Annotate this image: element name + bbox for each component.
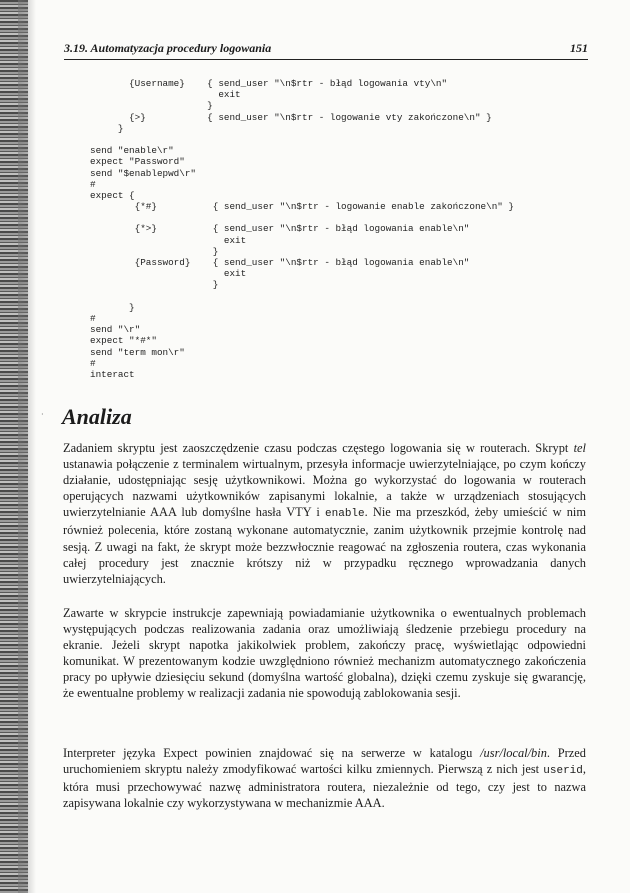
p1-text-c: . Nie ma przeszkód, żeby umieścić w nim również polecenia, które zostaną wykonane automatycznie, zanim użytkownik przejmie kontrolę nad sesją. Z uwagi na fakt, że skrypt może bezzwłocznie reagować na zgłoszenia routera, czas wykonania całej procedury jest znacznie krótszy niż w przypadku ręcznego wprowadzania danych uwierzytelniających.	[63, 505, 586, 586]
code-line	[90, 134, 514, 145]
code-line: expect "*#*"	[90, 335, 157, 347]
p1-enable: enable	[325, 508, 365, 521]
code-line: exit	[90, 89, 241, 101]
code-line: }	[90, 245, 219, 257]
code-line: {*#} { send_user "\n$rtr - logowanie enable zakończone\n" }	[90, 201, 515, 213]
header-section-title: 3.19. Automatyzacja procedury logowania	[64, 41, 272, 55]
p1-tel: tel	[573, 441, 586, 455]
code-line	[90, 291, 514, 302]
code-line: {Username} { send_user "\n$rtr - błąd logowania vty\n"	[90, 78, 448, 89]
code-line: }	[90, 301, 135, 313]
code-line: send "term mon\r"	[90, 346, 185, 358]
code-line: {>} { send_user "\n$rtr - logowanie vty zakończone\n" }	[90, 111, 492, 123]
page-number: 151	[570, 41, 588, 55]
code-line: exit	[90, 268, 247, 280]
p3-path: /usr/local/bin	[480, 746, 547, 760]
code-line: }	[90, 100, 213, 112]
margin-mark: ·	[41, 410, 44, 419]
code-line: send "\r"	[90, 324, 141, 336]
code-listing	[90, 78, 514, 380]
p3-userid: userid	[543, 765, 583, 778]
p3-text-c: , która musi przechowywać nazwę administratora routera, niezależnie od tego, czy jest to nazwa zapisywana lokalnie czy wykorzystywana w mechanizmie AAA.	[63, 762, 586, 811]
code-line: expect {	[90, 189, 135, 201]
binding-shadow	[18, 0, 36, 893]
p3-text-b: . Przed uruchomieniem skryptu należy zmodyfikować wartości kilku zmiennych. Pierwszą z nich jest	[63, 746, 586, 777]
p3-text-a: Interpreter języka Expect powinien znajdować się na serwerze w katalogu	[63, 746, 481, 760]
code-line: exit	[90, 234, 247, 246]
code-line: #	[90, 357, 96, 369]
running-header	[64, 41, 588, 60]
code-line	[90, 212, 514, 223]
p1-text-a: Zadaniem skryptu jest zaoszczędzenie czasu podczas częstego logowania się w routerach. Skrypt	[63, 441, 574, 455]
paragraph-2: Zawarte w skrypcie instrukcje zapewniają powiadamianie użytkownika o ewentualnych problemach występujących podczas realizowania zadania oraz umożliwiają śledzenie przebiegu procedury na ekranie. Jeżeli skrypt napotka jakikolwiek problem, zakończy pracę, wyświetlając odpowiedni komunikat. W prezentowanym kodzie uwzględniono również mechanizm automatycznego zakończenia pracy po upływie dziesięciu sekund (domyślna wartość globalna), dzięki czemu zyskuje się gwarancję, że ewentualne problemy w realizacji zadania nie spowodują zablokowania sesji.	[63, 606, 586, 701]
code-line: #	[90, 178, 96, 190]
section-heading: Analiza	[62, 404, 132, 429]
code-line: {*>} { send_user "\n$rtr - błąd logowania enable\n"	[90, 223, 470, 235]
code-line: }	[90, 122, 124, 134]
code-line: {Password} { send_user "\n$rtr - błąd logowania enable\n"	[90, 257, 470, 268]
paragraph-1	[63, 440, 586, 587]
code-line: }	[90, 279, 219, 291]
code-line: #	[90, 312, 96, 324]
code-line: expect "Password"	[90, 156, 185, 168]
p1-text-b: ustanawia połączenie z terminalem wirtualnym, przesyła informacje uwierzytelniające, po czym kończy działanie, udostępniając sesję użytkownikowi. Można go wykorzystać do logowania w routerach operujących nazwami użytkowników zapisanymi lokalnie, a także w urządzeniach stosujących uwierzytelnianie AAA lub domyślne hasła VTY i	[63, 457, 586, 520]
code-line: send "enable\r"	[90, 145, 174, 157]
code-line: interact	[90, 368, 135, 380]
code-line: send "$enablepwd\r"	[90, 167, 197, 179]
paragraph-3	[63, 745, 586, 811]
